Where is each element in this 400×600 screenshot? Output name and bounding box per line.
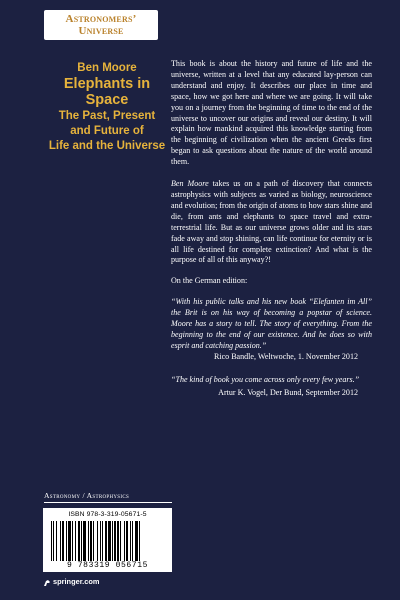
series-label — [44, 10, 158, 40]
publisher-link[interactable] — [44, 577, 99, 586]
review-citation: Artur K. Vogel, Der Bund, September 2012 — [218, 387, 358, 397]
blurb-paragraph — [171, 179, 372, 266]
blurb-paragraph: This book is about the history and future of life and the universe, written at a level that any educated lay-person can understand and enjoy. It describes our place in time and space, how we got here and where we are going. It will take you on a journey from the beginning of time to the end of the universe to uncover our origins and reveal our destiny. It will explain how mankind acquired this knowledge starting from the beginning of civilization when the ancient Greeks first began to ask questions about the nature of the world around them. — [171, 59, 372, 167]
barcode-number: 9 783319 056715 — [66, 561, 148, 570]
blurb — [171, 59, 372, 398]
book-subtitle-line: and Future of — [70, 125, 144, 137]
publisher-url: springer.com — [53, 577, 100, 586]
book-author: Ben Moore — [77, 62, 137, 74]
german-edition-heading: On the German edition: — [171, 276, 248, 286]
book-title-block — [44, 62, 170, 153]
review-quote: “The kind of book you come across only every few years.” — [171, 374, 360, 384]
book-subtitle-line: The Past, Present — [58, 110, 156, 122]
review-citation: Rico Bandle, Weltwoche, 1. November 2012 — [213, 351, 358, 361]
blurb-author-name: Ben Moore — [171, 179, 209, 189]
divider — [44, 502, 172, 503]
barcode-panel — [43, 508, 172, 572]
isbn-label: ISBN 978-3-319-05671-5 — [68, 511, 147, 518]
review-quote: “With his public talks and his new book “Elefanten im All” the Brit is on his way of becoming a popstar of science. Moore has a story to tell. The story of everything. From the beginning to the end of our existence. And he does so with esprit and catching passion.” — [171, 297, 372, 350]
book-title: Elephants in Space — [63, 76, 151, 108]
series-name-line2: Universe — [78, 25, 124, 37]
springer-horse-icon — [44, 579, 51, 585]
book-subtitle-line: Life and the Universe — [48, 140, 166, 152]
barcode-icon — [49, 521, 166, 563]
subject-category: Astronomy / Astrophysics — [44, 491, 130, 500]
series-name-line1: Astronomers’ — [65, 13, 137, 25]
blurb-paragraph-text: takes us on a path of discovery that connects astrophysics with subjects as varied as biology, neuroscience and evolution; from the origin of atoms to how stars shine and die, from ants and elephants to space travel and extra-terrestrial life. But as our universe grows older and its stars fade away and stop shining, can life continue for eternity or is all life destined for complete extinction? And what is the purpose of all of this anyway?! — [171, 179, 372, 265]
